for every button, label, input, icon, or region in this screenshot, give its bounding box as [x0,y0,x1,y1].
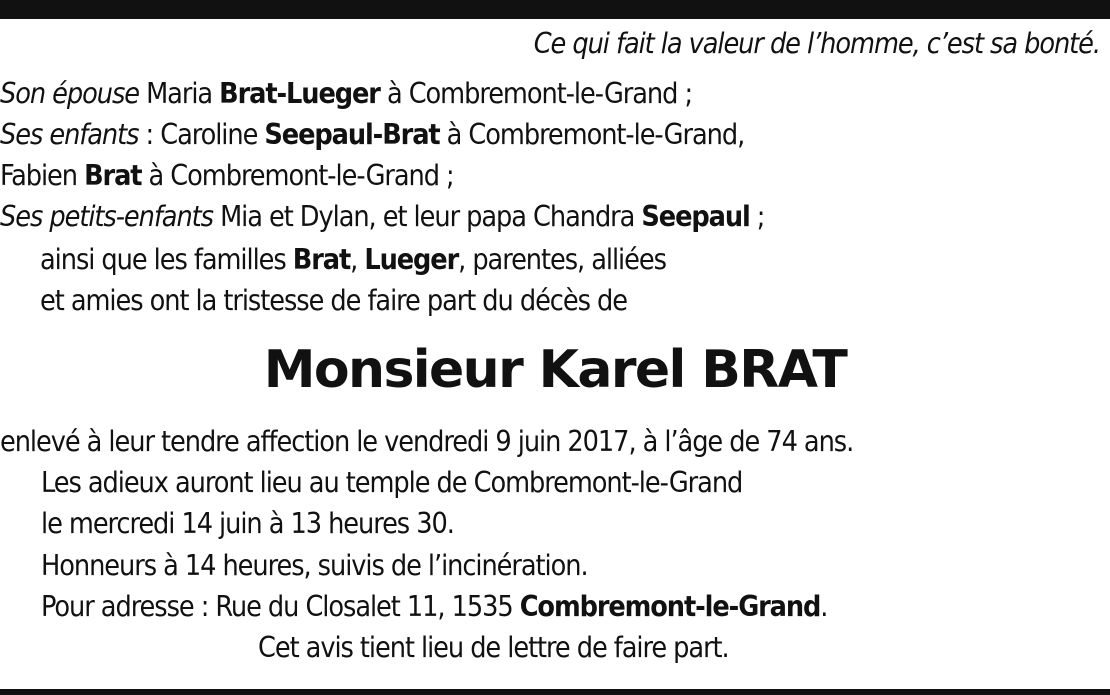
families-suffix: , parentes, alliées [458,243,666,276]
deceased-name: Monsieur Karel BRAT [263,340,847,400]
honours-line: Honneurs à 14 heures, suivis de l’incinération. [41,549,588,582]
address-end: . [820,590,828,623]
spouse-first-name: Maria [146,77,213,110]
address-prefix: Pour adresse : Rue du Closalet 11, 1535 [41,590,513,623]
families-prefix: ainsi que les familles [40,243,286,276]
child1-first-name: Caroline [160,118,258,151]
spouse-place: à Combremont-le-Grand ; [386,77,693,110]
grandchildren-end: ; [756,200,765,233]
families-comma: , [350,243,358,276]
child1-surname: Seepaul-Brat [264,118,440,151]
address-line [41,590,827,624]
bottom-border-rule [0,689,1110,695]
child1-place: à Combremont-le-Grand, [446,118,745,151]
children-line-1 [0,118,744,152]
closing-line: Cet avis tient lieu de lettre de faire part. [258,631,729,664]
ceremony-line-2: le mercredi 14 juin à 13 heures 30. [41,507,454,540]
family-name-1: Brat [292,243,351,276]
motto-quote: Ce qui fait la valeur de l’homme, c’est sa bonté. [533,27,1100,60]
child2-first-name: Fabien [0,159,77,192]
ceremony-line-1: Les adieux auront lieu au temple de Combremont-le-Grand [41,466,743,499]
death-details: enlevé à leur tendre affection le vendredi 9 juin 2017, à l’âge de 74 ans. [0,425,854,458]
family-name-2: Lueger [364,243,459,276]
child2-place: à Combremont-le-Grand ; [148,159,454,192]
grandchildren-label: Ses petits-enfants [0,200,213,233]
grandchildren-line [0,200,764,234]
grandchildren-surname: Seepaul [641,200,750,233]
grandchildren-text: Mia et Dylan, et leur papa Chandra [220,200,635,233]
address-town: Combremont-le-Grand [519,590,821,623]
children-line-2 [0,159,454,193]
spouse-label: Son épouse [0,77,139,110]
children-label: Ses enfants [0,118,139,151]
families-line-2: et amies ont la tristesse de faire part du décès de [40,284,627,317]
children-separator: : [145,118,154,151]
spouse-surname: Brat-Lueger [219,77,380,110]
spouse-line [0,77,692,111]
families-line-1 [40,243,666,277]
child2-surname: Brat [84,159,142,192]
